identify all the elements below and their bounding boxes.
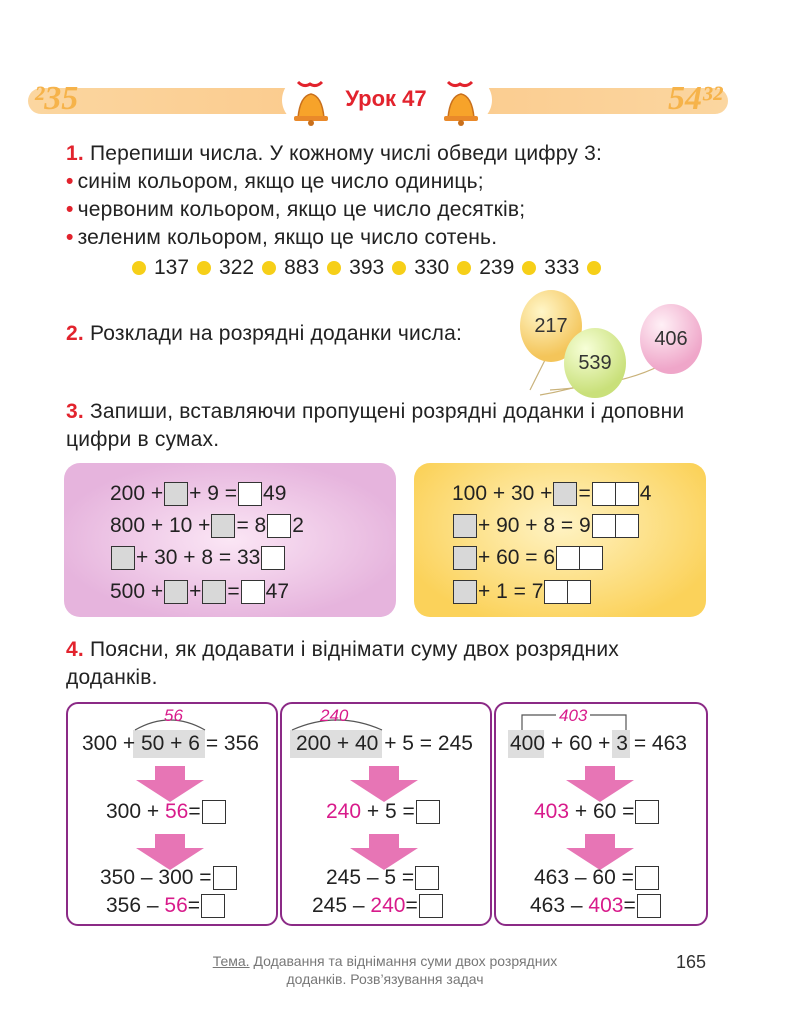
equation-text: 200 + <box>110 482 164 505</box>
equation-text: + 9 = <box>189 482 238 505</box>
answer-box[interactable] <box>238 482 262 506</box>
bell-icon-right <box>440 78 482 126</box>
dot-icon <box>197 261 211 275</box>
task-1-number: 1. <box>66 142 84 165</box>
equation-row <box>326 866 440 890</box>
answer-box[interactable] <box>164 580 188 604</box>
answer-box[interactable] <box>544 580 568 604</box>
answer-box[interactable] <box>241 580 265 604</box>
decorative-digits-left: ²35 <box>34 80 79 117</box>
answer-box[interactable] <box>592 482 616 506</box>
equation-text: 400 <box>510 732 546 755</box>
equation-text: 403 <box>534 800 570 823</box>
equation-row <box>452 482 651 506</box>
answer-box[interactable] <box>567 580 591 604</box>
equation-text: 56 <box>164 800 189 823</box>
answer-box[interactable] <box>419 894 443 918</box>
answer-box[interactable] <box>202 800 226 824</box>
answer-box[interactable] <box>615 514 639 538</box>
task-1-number: 239 <box>479 256 515 279</box>
dot-icon <box>262 261 276 275</box>
equation-text: 240 <box>370 894 406 917</box>
task-1-text: Перепиши числа. У кожному числі обведи цифру 3: <box>89 142 603 165</box>
equation-text: 245 – <box>312 894 365 917</box>
equation-text: 56 <box>164 894 188 917</box>
equation-text: 245 – 5 = <box>326 866 415 889</box>
equation-text: 4 <box>639 482 652 505</box>
answer-box[interactable] <box>202 580 226 604</box>
answer-box[interactable] <box>201 894 225 918</box>
answer-box[interactable] <box>579 546 603 570</box>
task-3-number: 3. <box>66 400 84 423</box>
equation-text: 100 + 30 + <box>452 482 553 505</box>
balloon-406 <box>640 304 702 374</box>
task-1 <box>66 140 746 252</box>
task-1-number-row <box>132 256 601 280</box>
dot-icon <box>457 261 471 275</box>
equation-text: 350 – 300 = <box>100 866 212 889</box>
equation-row <box>534 800 660 824</box>
annotation: 56 <box>164 706 183 725</box>
balloon-label: 406 <box>654 327 688 350</box>
task-1-number: 393 <box>349 256 385 279</box>
task-1-number: 137 <box>154 256 190 279</box>
task-2 <box>66 320 462 348</box>
answer-box[interactable] <box>213 866 237 890</box>
task-3-text-line-1: Запиши, вставляючи пропущені розрядні доданки і доповни <box>89 400 685 423</box>
equation-text: 200 + 40 <box>296 732 379 755</box>
balloon-label: 217 <box>534 314 568 337</box>
footer-theme-label: Тема. <box>212 953 250 969</box>
task-1-number: 322 <box>219 256 255 279</box>
equation-text: 356 – <box>106 894 159 917</box>
equation-row <box>534 866 660 890</box>
balloon-label: 539 <box>578 351 612 374</box>
equation-row <box>110 580 289 604</box>
equation-row <box>100 866 238 890</box>
equation-text: 500 + <box>110 580 164 603</box>
bullet-icon: • <box>66 198 74 221</box>
equation-row <box>510 732 687 756</box>
footer-theme-text-2: доданків. Розв’язування задач <box>286 971 484 987</box>
footer-theme-text: Додавання та віднімання суми двох розрядних <box>253 953 558 969</box>
equation-text: = <box>578 482 591 505</box>
equation-text: 800 + 10 + <box>110 514 211 537</box>
task-1-bullet-1: синім кольором, якщо це число одиниць; <box>77 170 484 193</box>
task-1-bullet-2: червоним кольором, якщо це число десятків; <box>77 198 526 221</box>
answer-box[interactable] <box>415 866 439 890</box>
equation-text: = <box>227 580 240 603</box>
equation-text: = <box>623 894 636 917</box>
page-number: 165 <box>676 952 707 972</box>
dot-icon <box>587 261 601 275</box>
equation-row <box>530 894 662 918</box>
equation-text: 47 <box>265 580 290 603</box>
task-4 <box>66 636 746 692</box>
equation-row <box>452 514 640 538</box>
task-1-bullet-3: зеленим кольором, якщо це число сотень. <box>77 226 498 249</box>
answer-box[interactable] <box>556 546 580 570</box>
task-1-number: 333 <box>544 256 580 279</box>
equation-text: = 8 <box>236 514 267 537</box>
dot-icon <box>132 261 146 275</box>
task-2-text: Розклади на розрядні доданки числа: <box>89 322 463 345</box>
equation-text: + 5 = <box>366 800 415 823</box>
annotation: 240 <box>320 706 349 725</box>
task-3-text-line-2: цифри в сумах. <box>66 428 220 451</box>
equation-row <box>296 732 473 756</box>
equation-row <box>110 514 304 538</box>
equation-text: + 90 + 8 = 9 <box>478 514 591 537</box>
equation-text: 50 + 6 <box>140 732 200 755</box>
equation-row <box>452 580 592 604</box>
answer-box[interactable] <box>211 514 235 538</box>
equation-row <box>106 894 226 918</box>
bullet-icon: • <box>66 170 74 193</box>
equation-text: 403 <box>588 894 624 917</box>
answer-box[interactable] <box>453 514 477 538</box>
equation-text: + 5 = 245 <box>384 732 473 755</box>
answer-box[interactable] <box>267 514 291 538</box>
equation-row <box>82 732 259 756</box>
equation-text: = 463 <box>633 732 687 755</box>
equation-text: 240 <box>326 800 362 823</box>
balloon-539 <box>564 328 626 398</box>
equation-text: 49 <box>263 482 287 505</box>
dot-icon <box>392 261 406 275</box>
annotation: 403 <box>556 706 590 726</box>
task-4-text-line-1: Поясни, як додавати і віднімати суму двох розрядних <box>89 638 619 661</box>
equation-row <box>106 800 227 824</box>
answer-box[interactable] <box>637 894 661 918</box>
equation-row <box>312 894 444 918</box>
answer-box[interactable] <box>453 580 477 604</box>
equation-row <box>452 546 604 570</box>
equation-text: = <box>187 894 201 917</box>
lesson-title: Урок 47 <box>345 86 427 111</box>
task-2-number: 2. <box>66 322 84 345</box>
dot-icon <box>327 261 341 275</box>
task-4-number: 4. <box>66 638 84 661</box>
bullet-icon: • <box>66 226 74 249</box>
task-1-number: 883 <box>284 256 320 279</box>
answer-box[interactable] <box>453 546 477 570</box>
equation-text: + <box>189 580 202 603</box>
equation-row <box>110 546 286 570</box>
answer-box[interactable] <box>553 482 577 506</box>
equation-text: + 60 = <box>574 800 635 823</box>
equation-text: + 60 + <box>550 732 611 755</box>
equation-row <box>326 800 441 824</box>
task-4-text-line-2: доданків. <box>66 666 158 689</box>
answer-box[interactable] <box>164 482 188 506</box>
task-3 <box>66 398 746 454</box>
task-1-number: 330 <box>414 256 450 279</box>
footer-theme <box>160 952 610 988</box>
equation-text: 463 – <box>530 894 583 917</box>
equation-text: 463 – 60 = <box>534 866 634 889</box>
equation-text: + 60 = 6 <box>478 546 556 569</box>
equation-text: = <box>405 894 418 917</box>
answer-box[interactable] <box>635 866 659 890</box>
equation-text: 300 + <box>82 732 136 755</box>
equation-text: 3 <box>616 732 628 755</box>
answer-box[interactable] <box>635 800 659 824</box>
equation-text: = <box>188 800 201 823</box>
answer-box[interactable] <box>111 546 135 570</box>
answer-box[interactable] <box>615 482 639 506</box>
answer-box[interactable] <box>416 800 440 824</box>
equation-text: = 356 <box>205 732 259 755</box>
decorative-digits-right: 54³² <box>668 80 723 117</box>
equation-row <box>110 482 286 506</box>
answer-box[interactable] <box>592 514 616 538</box>
equation-text: + 30 + 8 = 33 <box>136 546 261 569</box>
equation-text: + 1 = 7 <box>478 580 544 603</box>
equation-text: 300 + <box>106 800 160 823</box>
equation-text: 2 <box>292 514 304 537</box>
dot-icon <box>522 261 536 275</box>
answer-box[interactable] <box>261 546 285 570</box>
